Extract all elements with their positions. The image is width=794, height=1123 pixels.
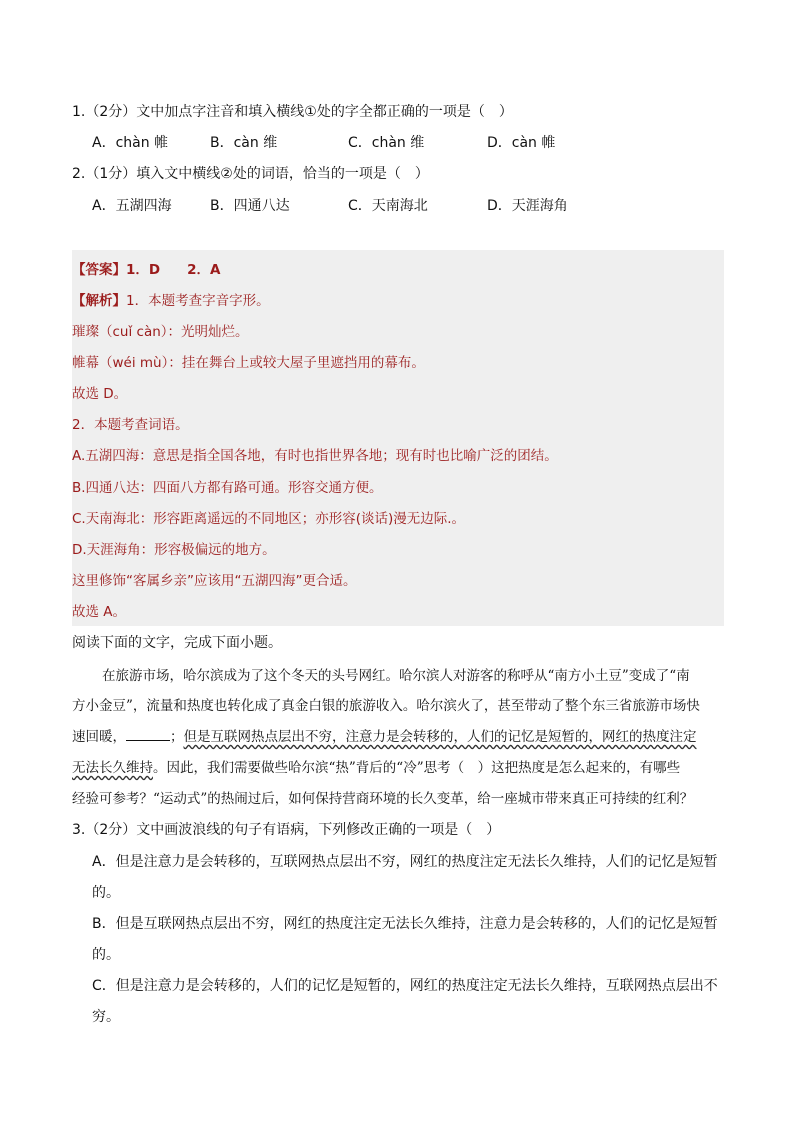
passage-line-3-start: 速回暖， [72, 729, 126, 745]
analysis-line-5: 2．本题考查词语。 [72, 417, 189, 433]
analysis-text-1: 1．本题考查字音字形。 [126, 293, 270, 309]
passage-line-4 [72, 756, 680, 776]
q1-option-a[interactable]: A．chàn 帷 [92, 135, 169, 151]
passage-line-4-rest: 。因此，我们需要做些哈尔滨“热”背后的“冷”思考（ ）这把热度是怎么起来的，有哪些 [153, 760, 681, 776]
analysis-line-8: C.天南海北：形容距离遥远的不同地区；亦形容(谈话)漫无边际.。 [72, 511, 466, 527]
passage-line-3 [72, 725, 697, 745]
analysis-line-1 [72, 289, 270, 309]
answer-text: 1．D 2．A [126, 262, 221, 278]
q3-option-c-line-1[interactable]: C．但是注意力是会转移的，人们的记忆是短暂的，网红的热度注定无法长久维持，互联网热点层出不 [92, 978, 718, 994]
q2-option-c[interactable]: C．天南海北 [348, 198, 428, 214]
analysis-line-9: D.天涯海角：形容极偏远的地方。 [72, 542, 276, 558]
question-3-stem: 3.（2分）文中画波浪线的句子有语病，下列修改正确的一项是（ ） [72, 822, 501, 838]
q3-option-a-line-1[interactable]: A．但是注意力是会转移的，互联网热点层出不穷，网红的热度注定无法长久维持，人们的记忆是短暂 [92, 854, 718, 870]
q3-option-c-line-2: 穷。 [92, 1009, 120, 1025]
passage-line-2: 方小金豆”，流量和热度也转化成了真金白银的旅游收入。哈尔滨火了，甚至带动了整个东三省旅游市场快 [72, 698, 700, 714]
passage-semicolon: ； [170, 729, 184, 745]
question-2-stem: 2.（1分）填入文中横线②处的词语，恰当的一项是（ ） [72, 166, 429, 182]
answer-tag: 【答案】 [72, 262, 126, 278]
q1-option-d[interactable]: D．càn 帷 [487, 135, 556, 151]
analysis-line-6: A.五湖四海：意思是指全国各地，有时也指世界各地；现有时也比喻广泛的团结。 [72, 448, 558, 464]
q2-option-d[interactable]: D．天涯海角 [487, 198, 568, 214]
analysis-line-7: B.四通八达：四面八方都有路可通。形容交通方便。 [72, 480, 383, 496]
q2-option-b[interactable]: B．四通八达 [210, 198, 290, 214]
analysis-line-10: 这里修饰“客属乡亲”应该用“五湖四海”更合适。 [72, 573, 357, 589]
analysis-line-11: 故选 A。 [72, 604, 127, 620]
analysis-line-2: 璀璨（cuǐ càn）：光明灿烂。 [72, 324, 249, 340]
q1-option-b[interactable]: B．càn 维 [210, 135, 278, 151]
question-1-stem: 1.（2分）文中加点字注音和填入横线①处的字全都正确的一项是（ ） [72, 104, 513, 120]
q2-option-a[interactable]: A．五湖四海 [92, 198, 172, 214]
analysis-tag: 【解析】 [72, 293, 126, 309]
wavy-underlined-sentence: 但是互联网热点层出不穷，注意力是会转移的，人们的记忆是短暂的，网红的热度注定 [183, 729, 697, 745]
q3-option-a-line-2: 的。 [92, 885, 120, 901]
q3-option-b-line-2: 的。 [92, 947, 120, 963]
blank-3 [126, 728, 170, 741]
answer-line [72, 258, 220, 278]
q3-option-b-line-1[interactable]: B．但是互联网热点层出不穷，网红的热度注定无法长久维持，注意力是会转移的，人们的记忆是短暂 [92, 916, 718, 932]
reading-intro: 阅读下面的文字，完成下面小题。 [72, 635, 282, 651]
q1-option-c[interactable]: C．chàn 维 [348, 135, 425, 151]
passage-line-1: 在旅游市场，哈尔滨成为了这个冬天的头号网红。哈尔滨人对游客的称呼从“南方小土豆”变成了“南 [102, 668, 690, 684]
analysis-line-3: 帷幕（wéi mù）：挂在舞台上或较大屋子里遮挡用的幕布。 [72, 355, 425, 371]
wavy-underlined-sentence-end: 无法长久维持 [72, 760, 153, 776]
analysis-line-4: 故选 D。 [72, 386, 128, 402]
passage-line-5: 经验可参考？“运动式”的热闹过后，如何保持营商环境的长久变革，给一座城市带来真正可持续的红利？ [72, 791, 694, 807]
